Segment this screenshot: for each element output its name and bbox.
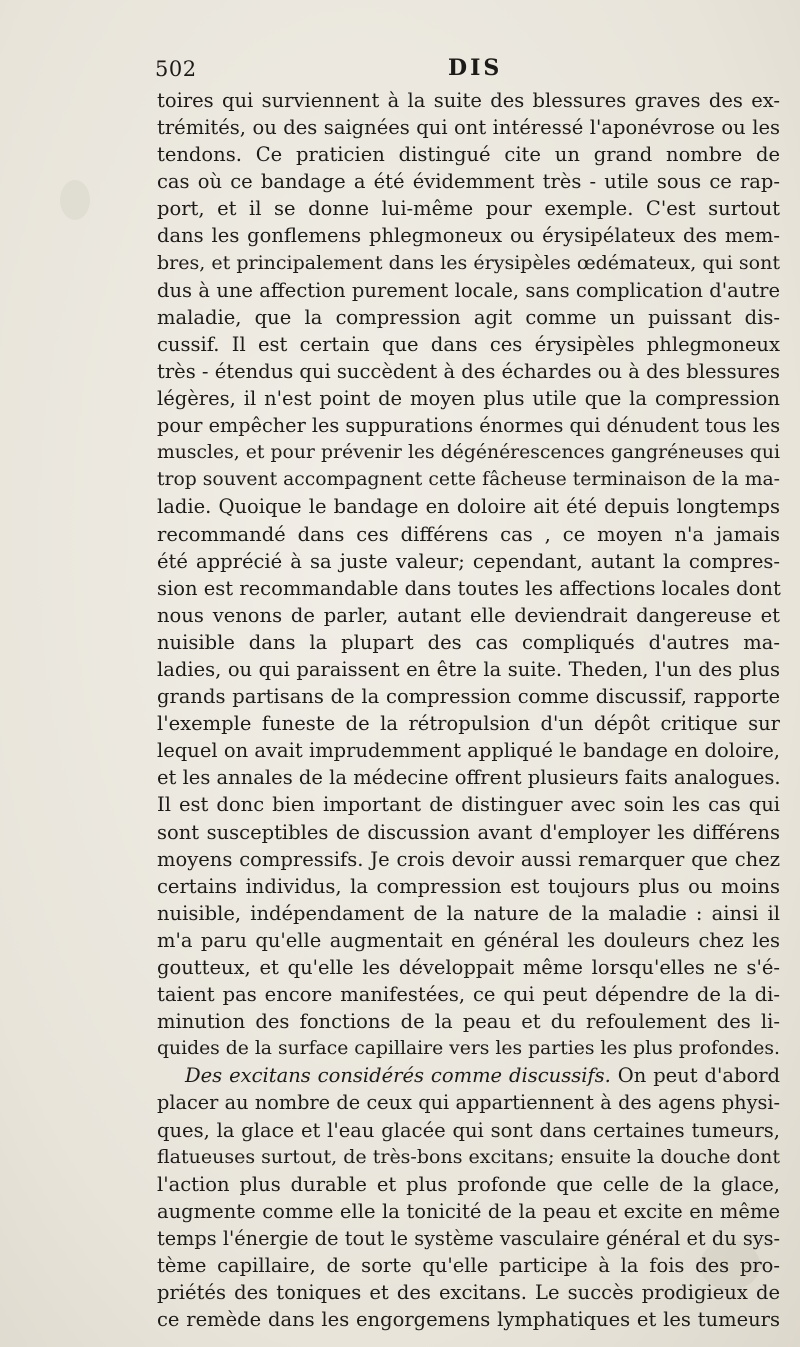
section-heading: Des excitans considérés comme discussifs. xyxy=(185,1064,611,1088)
text-line: ques, la glace et l'eau glacée qui sont dans certaines tumeurs, xyxy=(157,1118,780,1142)
text-line: dans les gonflemens phlegmoneux ou érysipélateux des mem- xyxy=(157,224,780,248)
text-line: nous venons de parler, autant elle deviendrait dangereuse et xyxy=(157,603,780,627)
section-first-line-rest: On peut d'abord xyxy=(610,1064,780,1088)
text-line: temps l'énergie de tout le système vasculaire général et du sys- xyxy=(157,1226,780,1250)
text-line: l'action plus durable et plus profonde que celle de la glace, xyxy=(157,1172,780,1196)
text-line: maladie, que la compression agit comme un puissant dis- xyxy=(157,305,780,329)
text-line: ce remède dans les engorgemens lymphatiques et les tumeurs xyxy=(157,1308,780,1332)
text-line: tendons. Ce praticien distingué cite un grand nombre de xyxy=(157,143,780,167)
body-text xyxy=(157,87,780,1333)
text-line: Il est donc bien important de distinguer avec soin les cas qui xyxy=(157,793,780,817)
text-line: toires qui surviennent à la suite des blessures graves des ex- xyxy=(157,89,780,112)
page-header xyxy=(155,57,780,87)
text-line: port, et il se donne lui-même pour exemple. C'est surtout xyxy=(157,197,780,221)
text-line: trémités, ou des saignées qui ont intéressé l'aponévrose ou les xyxy=(157,116,780,140)
text-line: légères, il n'est point de moyen plus utile que la compression xyxy=(157,387,780,411)
running-head: DIS xyxy=(448,55,503,81)
text-line: dus à une affection purement locale, sans complication d'autre xyxy=(157,278,780,302)
text-line: cas où ce bandage a été évidemment très - utile sous ce rap- xyxy=(157,170,780,194)
text-line: placer au nombre de ceux qui appartiennent à des agens physi- xyxy=(157,1091,780,1115)
text-line: goutteux, et qu'elle les développait même lorsqu'elles ne s'é- xyxy=(157,956,780,979)
text-line: muscles, et pour prévenir les dégénérescences gangréneuses qui xyxy=(157,442,780,464)
text-line: été apprécié à sa juste valeur; cependant, autant la compres- xyxy=(157,549,780,573)
text-line: nuisible, indépendament de la nature de la maladie : ainsi il xyxy=(157,901,780,925)
text-line: lequel on avait imprudemment appliqué le bandage en doloire, xyxy=(157,739,780,763)
text-line: quides de la surface capillaire vers les parties les plus profondes. xyxy=(157,1038,780,1060)
text-line: pour empêcher les suppurations énormes qui dénudent tous les xyxy=(157,414,781,438)
text-line: taient pas encore manifestées, ce qui peut dépendre de la di- xyxy=(157,983,780,1007)
text-line: nuisible dans la plupart des cas compliqués d'autres ma- xyxy=(157,630,780,654)
text-line: sion est recommandable dans toutes les affections locales dont xyxy=(157,576,781,600)
page-smudge xyxy=(60,180,90,220)
text-line: bres, et principalement dans les érysipèles œdémateux, qui sont xyxy=(157,251,780,274)
text-line: augmente comme elle la tonicité de la peau et excite en même xyxy=(157,1199,780,1223)
text-line: ladie. Quoique le bandage en doloire ait été depuis longtemps xyxy=(157,495,780,519)
text-line: recommandé dans ces différens cas , ce moyen n'a jamais xyxy=(157,522,780,546)
text-line: minution des fonctions de la peau et du refoulement des li- xyxy=(157,1010,780,1034)
text-line: l'exemple funeste de la rétropulsion d'un dépôt critique sur xyxy=(157,712,780,736)
text-line: et les annales de la médecine offrent plusieurs faits analogues. xyxy=(157,766,781,790)
text-line: certains individus, la compression est toujours plus ou moins xyxy=(157,874,780,898)
text-line: m'a paru qu'elle augmentait en général les douleurs chez les xyxy=(157,928,780,952)
text-line: trop souvent accompagnent cette fâcheuse terminaison de la ma- xyxy=(157,469,780,491)
text-line: sont susceptibles de discussion avant d'employer les différens xyxy=(157,820,780,844)
text-line: grands partisans de la compression comme discussif, rapporte xyxy=(157,685,780,709)
text-line: tème capillaire, de sorte qu'elle participe à la fois des pro- xyxy=(157,1254,780,1278)
page-number: 502 xyxy=(155,57,197,81)
section-first-line xyxy=(157,1062,780,1089)
text-line: moyens compressifs. Je crois devoir aussi remarquer que chez xyxy=(157,847,780,871)
text-line: cussif. Il est certain que dans ces érysipèles phlegmoneux xyxy=(157,332,780,356)
text-line: ladies, ou qui paraissent en être la suite. Theden, l'un des plus xyxy=(157,657,780,681)
text-line: très - étendus qui succèdent à des échardes ou à des blessures xyxy=(157,359,780,383)
text-line: priétés des toniques et des excitans. Le succès prodigieux de xyxy=(157,1281,780,1305)
text-line: flatueuses surtout, de très-bons excitans; ensuite la douche dont xyxy=(157,1145,780,1168)
